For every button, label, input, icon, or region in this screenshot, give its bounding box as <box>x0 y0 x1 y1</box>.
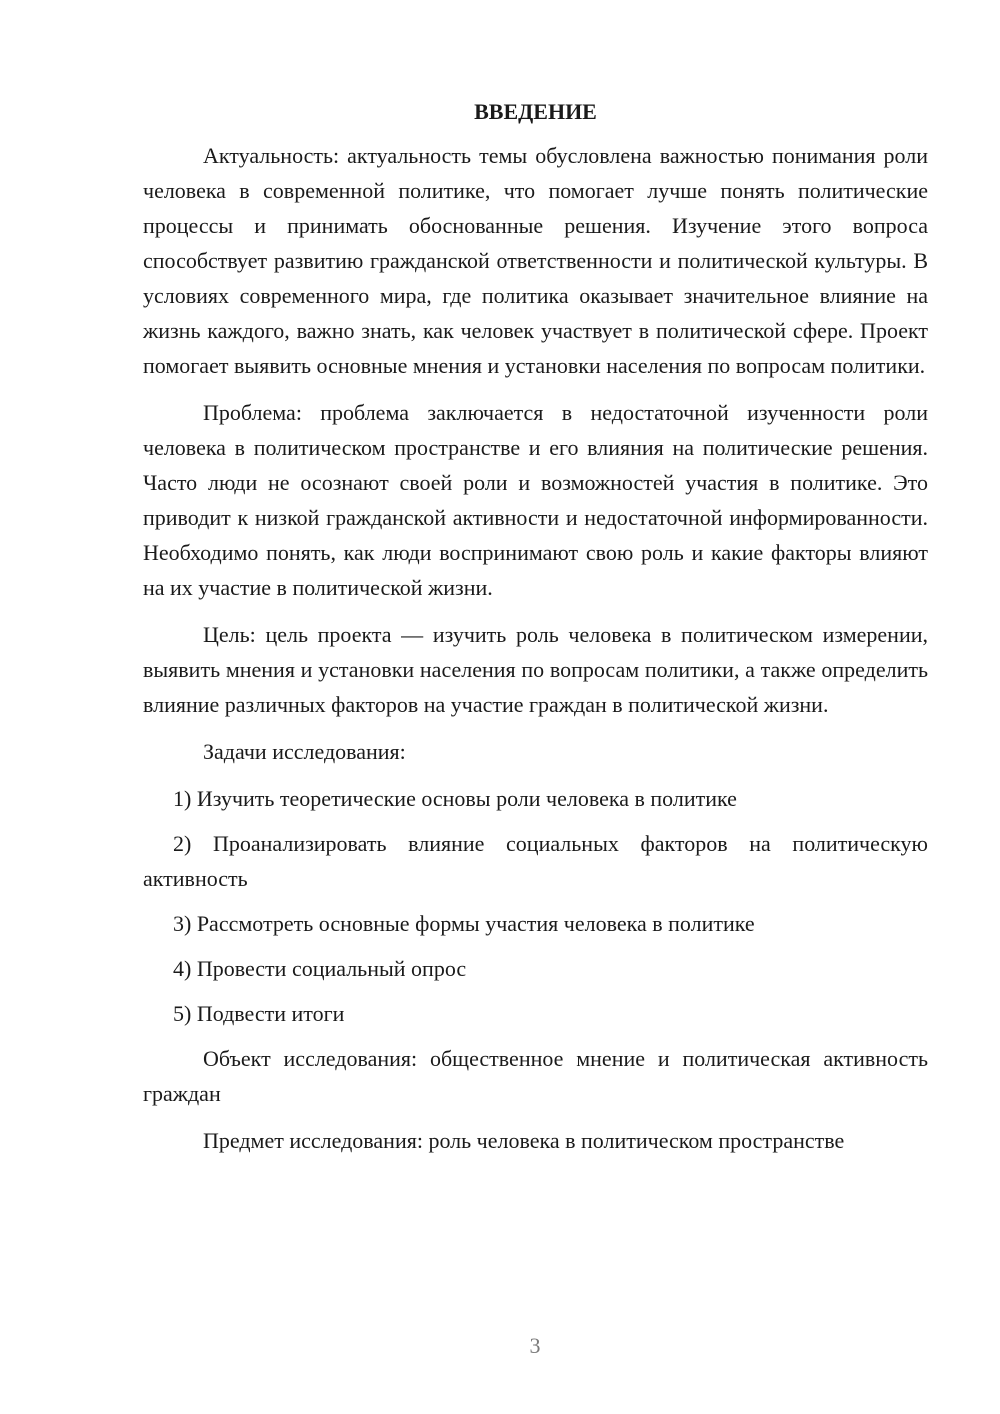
task-item: 2) Проанализировать влияние социальных факторов на политическую активность <box>143 831 928 891</box>
paragraph-problem: Проблема: проблема заключается в недостаточной изученности роли человека в политическом пространстве и его влияния на политические решения. Часто люди не осознают своей роли и возможностей участия в политике. Это приводит к низкой гражданской активности и недостаточной информированности. Необходимо понять, как люди воспринимают свою роль и какие факторы влияют на их участие в политической жизни. <box>143 400 928 600</box>
task-item: 4) Провести социальный опрос <box>173 956 467 981</box>
tasks-heading: Задачи исследования: <box>203 739 406 764</box>
task-item: 5) Подвести итоги <box>173 1001 345 1026</box>
task-item: 3) Рассмотреть основные формы участия человека в политике <box>173 911 755 936</box>
section-title: ВВЕДЕНИЕ <box>474 99 597 124</box>
document-page <box>143 96 928 1170</box>
paragraph-subject: Предмет исследования: роль человека в политическом пространстве <box>203 1128 845 1153</box>
paragraph-relevance: Актуальность: актуальность темы обусловлена важностью понимания роли человека в современной политике, что помогает лучше понять политические процессы и принимать обоснованные решения. Изучение этого вопроса способствует развитию гражданской ответственности и политической культуры. В условиях современного мира, где политика оказывает значительное влияние на жизнь каждого, важно знать, как человек участвует в политической сфере. Проект помогает выявить основные мнения и установки населения по вопросам политики. <box>143 143 928 378</box>
page-number: 3 <box>529 1333 541 1358</box>
paragraph-object: Объект исследования: общественное мнение и политическая активность граждан <box>143 1046 928 1106</box>
task-item: 1) Изучить теоретические основы роли человека в политике <box>173 786 737 811</box>
paragraph-goal: Цель: цель проекта — изучить роль человека в политическом измерении, выявить мнения и установки населения по вопросам политики, а также определить влияние различных факторов на участие граждан в политической жизни. <box>143 622 928 717</box>
